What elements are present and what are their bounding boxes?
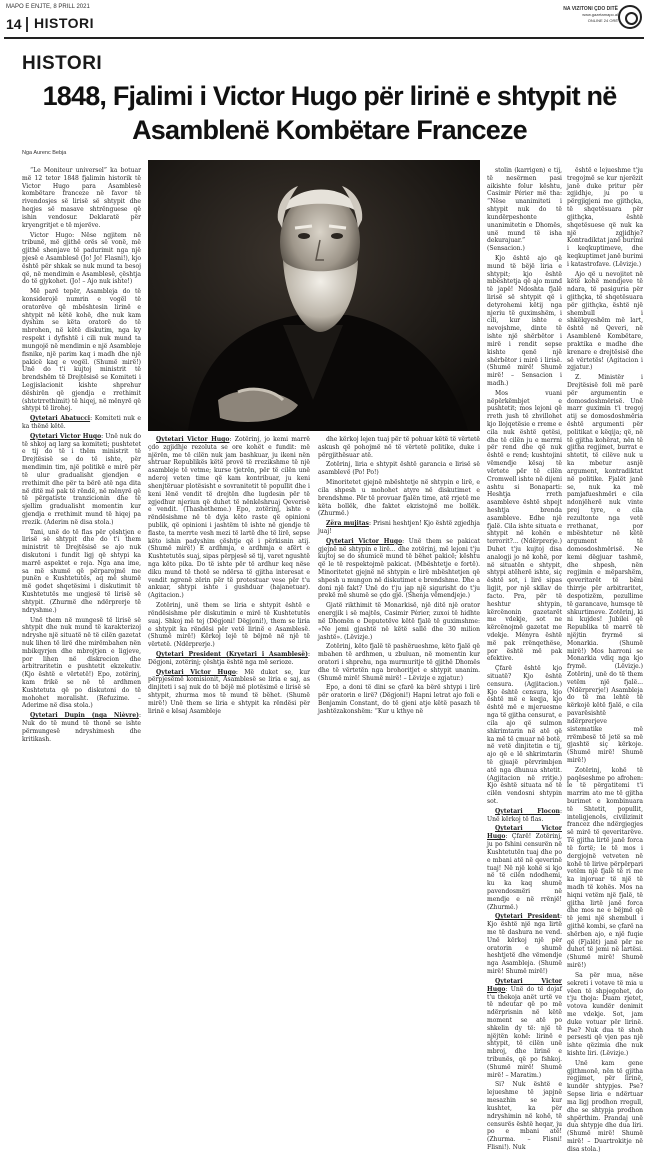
paragraph: Qytetari Victor Hugo: Zotërinj, jo kemi marrë çdo zgjidhje rezoluta se ore kohët e fundit: më njërën, me të cilën nuk jam bashkuar, ju ikeni nën shtruar Republikës këtë provë të rrezikshme të një asambleje të vetme; kurse tjetrën, për të cilën unë nderoj veten time që kam kontribuar, ju keni shenjtëruar plotësisht e sovranitetit të popullit dhe i keni lënë vendit të drejtën dhe lugdesin për të zgjedhur njeriun që duhet të nënkëshruaj Qeverisë e vendit. (Thashetheme.) Epo, zotërinj, ishte e rëndësishme në të dyja këto raste që opinioni publik, që opinioni i jashtëm të ishte në gjendje të flaste, ta merrte vesh mezi të lartë dhe të lirë, sepse këto ishin padyshim çështje që i përkisnin atij. (Shumë mirë!) E ardhmja, e ardhmja e afërt e Kushtetutës suaj, sipas përpjesë së tij, varet ngushtë nga këto pika. Do të ishte për të ardhur keq nëse diku mund të thotë se ndërsa të gjitha interesat e vendit ngrenë zërin për të protestuar vese për t'u ankuar, shtypi ishte i gushduar (hajanetuar). (Agitacion.): [148, 436, 311, 600]
paragraph: Zëra mujitas: Prisni heshtjen! Kjo është zgjedhja juaj!: [318, 520, 480, 535]
paragraph: Mos vuani nëpërkëmbjet e pushtetit; mos lejoni që rreth jush të zhvillohet kjo llojqetësie e rreme e cila nuk është qetësi, dhe të cilën ju e merrni për rend dhe që nuk është e rend; kushtojini vëmendje kësaj të vërtete për të cilën Cromwell ishte në dijeni ashtu si Bonaparti: Heshtja rreth asambleve është shpejt heshtja brenda asambleve. Edhe një fjalë. Cila ishte situata e shtypit në kohën e terrorit?... (Ndërprerje.) Duhet t'ju kujtoj disa analogji jo në kohë, por në situatën e shtypit, shtypi atëherë ishte, siç është sot, i lirë sipas ligjit, por një skllav de facto. Pra, për të heshtur shtypin, kërcënonin gazetarët me vdekje, sot ne kërcënojmë gazetat me vdekje. Ményra është më pak rrënqethëse, por është më pak efektive.: [487, 389, 562, 663]
paragraph: Qytetari President: Kjo është një nga lirtë me të dashura ne vend. Unë kërkoj një për oratorin e shumë heshtjetë dhe vëmendje nga Asambleja. (Shumë mirë! Shumë mirë!): [487, 913, 562, 976]
paragraph: dhe kërkoj lejen tuaj për të pohuar këtë të vërtetë askush që pohojmë në të vërtetë politike, duke i përgjithësuar atë.: [318, 436, 480, 459]
speaker-name: Qytetari Victor Hugo: [326, 537, 403, 545]
paragraph: Zotërinj, unë them se liria e shtypit është e rëndësishme për diskutimin e mirë të Kushtetutës suaj. Shkoj më tej (Dëgjoni! Dëgjoni!), them se liria e shtypit ka rëndësi për vetë lirinë e Asamblesë. (Shumë mirë!) Kërkoj lejë të bëjmë në një të vërtetë. (Ndërprerje.): [148, 602, 310, 649]
paragraph: Epo, a doni të dini se çfarë ka bërë shtypi i lirë për oratorin e lirë? (Dëgjoni!) Hapni letrat ajo foli e Benjamin Constant, do të gjeni atje këtë pasazh të jashtëzakonshëm: “Kur u kthye në: [318, 684, 480, 715]
speaker-name: Qytetari Victor Hugo: [156, 668, 236, 676]
masthead-extra: ONLINE 24 ORË: [587, 18, 618, 23]
speaker-name: Qytetari Flocon: [495, 807, 560, 815]
masthead: [538, 6, 618, 24]
header-rule: [4, 37, 644, 39]
paragraph: Unë kam gene gjithmonë, nën të gjitha regjimet, për lirinë, kundër shtypjes. Pse? Sepse liria e ndërtuar ma ligj prodhon rregull, dhe se shtypja prodhon shpërthim. Prandaj unë dua shtypje dhe dua liri. (Shumë mirë! Shumë mirë! – Duartrokitje në disa stola.): [567, 1059, 643, 1153]
speaker-name: Qytetari Victor Hugo: [487, 825, 562, 841]
speaker-name: Qytetari President: [495, 913, 560, 921]
paragraph: Minoritetet gjejnë mbështetje në shtypin e lirë, e cila shpesh u mohohet atyre në diskutimet e brendshme. Për të provuar fjalën time, atë rrjetë me këta bollëk, dhe faktet ekzistojnë me bollëk. (Zhurmë.): [318, 479, 480, 518]
article-headline: 1848, Fjalimi i Victor Hugo për lirinë e shtypit në Asamblenë Kombëtare Franceze: [42, 81, 617, 145]
masthead-name: NA VIZITONI ÇDO DITË: [563, 6, 618, 12]
portrait-photo: [148, 160, 480, 431]
article-column-4-visible: [487, 167, 562, 1151]
paragraph: Çfarë është kjo situatë? Kjo është censura. (Agjitacion.) Kjo është censura, kjo është më e keqja, kjo është më e mjeruesme nga të gjitha censurat, e cila ajo që sulmon shkrimtarin në atë që ka më të çmuar në botë, në vetë dinjitetin e tij, ajo që e lë shkrimtarin të gjuajë përvrimbjen atë nga dhunua shtetit. (Agjitacion në rritje.) Kjo është situata në të cilën vendosni shtypin sot.: [487, 665, 562, 805]
paragraph: Qytetari Flocon: Unë kërkoj të flas.: [487, 807, 562, 823]
speaker-name: Zëra mujitas: [326, 520, 369, 528]
paragraph: Zotërinj, kohë të paqëseshme po afrohen: le të përgatitemi t'i marrim ato me të gjitha burimet e kombinuara të Shtetit, popullit, inteligjencës, civilizimit francez dhe ndërgjegjes së mirë të qeveritarëve. Të gjitha lirtë janë forca të fortë; le të mos i dergjojnë vetveten në kohë të lirive përpërpari vetëm një fjalë të ri me ka injoruar të një të madh të kohës. Mos na hiqni vetëm një fjalë, të gjitha lirtë janë forca dhe mos ne e bëjmë që të jemi një shembull i gjithë kombi, se çfarë na shërben ajo, e një fuqie që (Fjalët) janë për ne duhet të jemi në lartësi. (Shumë mirë! Shumë mirë!): [567, 766, 643, 970]
paragraph: Unë them në mungesë të lirisë së shtypit dhe nuk mund të karakterizoj ndryshe një situatë në të cilën gazetat nuk lihen të lirë dhe mirëmbahen nën mbikqyrjen dhe mbrojtjen e ligjeve, por lihen në diskrecion dhe arbitraritetin e pushtetit ekzekutiv. (Kjo është e vërtetë!) Epo, zotërinj, kam frikë se në të ardhmen Kushtetuta që po diskutoni do të mohohet moralisht. (Refuzime. – Aderime në disa stola.): [22, 616, 141, 710]
page-header: [0, 0, 648, 34]
paragraph: stolin (karrigen) e tij, të nesërmen pasi aikishte folur kështu, Casimir Périer më tha: “Nëse unanimiteti i shtypit nuk do të kundërpeshonte unanimitetin e Dhomës, unë mund të isha dekurajuar.” (Sensacion.): [487, 167, 562, 253]
article-column-3: [318, 436, 480, 860]
paragraph: është e lejueshme t'ju tregojmë se kur njerëzit janë duke pritur për zgjidhje, ju po u përgjigjeni me gjithçka, të shqetësuara për gjithçka, është shqetësuese që nuk ka një zgjidhje? Kontradiktat janë burimi i keqkuptimeve, dhe keqkuptimet janë burimi i katastrofave. (Lëvizje.): [567, 167, 643, 268]
portrait-image: [148, 160, 480, 431]
paragraph: Qytetari Victor Hugo: Çfarë! Zotërinj, ju po fshini censurën në Kushtetutën tuaj dhe po e mbani atë në qeverinë tuaj! Në një kohë si kjo në të cilën ndodhemi, ku ka kaq shumë pavendosmëri në mendje e në rrënjë! (Zhurmë.): [487, 825, 562, 911]
speaker-name: Qytetari Abatucci: [30, 415, 91, 423]
speaker-name: Qytetari Victor Hugo: [30, 432, 102, 440]
paragraph: Sa për mua, nëse sekreti i votave të mia u vëen të shpjegohet, do t'ju thoja: Duam rjetet, votova kundër denimit me vdekje. Sot, jam duke votuar për lirinë. Pse? Nuk dua të shoh persesti që vjen pas një ishte qëzimia dhe nuk kishte liri. (Lëvizje.): [567, 971, 643, 1057]
paragraph: Më parë tepër, Asambleja do të konsiderojë numrin e vogël të oratorëve që mbështesin lirinë e shtypit në këtë kohë, dhe nuk kam dyshim se këta oratorë do të mbrohen, në këtë diskutim, nga ky respekt i dyfishtë i cili nuk mund ta mungojë në mendimin e një Asambleje fisnike, një parim kaq i madh dhe një pakicë kaq e vogël. (Shumë mirë!) Unë do t'i kujtoj ministrit të brendshëm të Drejtësisë se Komiteti i Legjislacionit kishte shprehur dëshirën që gjendja e rrethimit (shtetrrethimit) të hiqej, në mënyrë që shtypi të lirohej.: [22, 288, 141, 413]
section-label: HISTORI: [34, 15, 95, 31]
paragraph: Gjatë rikthimit të Monarkisë, një ditë një orator energjik i së majtës, Casimir Périer, zuxoi të hidhte në Dhomën e Deputetëve këtë fjalë të guximshme: «Ne jemi gjashtë në këtë sallë dhe 30 milion jashtë». (Lëvizje.): [318, 602, 480, 641]
paragraph: Qytetari Victor Hugo: Unë nuk do të shkoj aq larg sa komiteti; pushtetet e tij do të i thëm ministrit të Drejtësisë se do të ishte, për mendimin tim, një politikë e mirë për të ulur gradualisht gjendjen e rrethimit dhe për ta bërë atë nga dita në ditë më pak të rëndë, në mënyrë që të përgatiste tranzicionin dhe të sjellim gradualisht momentin kur gjendja e rrethimit mund të hiqej pa rrezik. (Aderim në disa stola.): [22, 432, 141, 526]
paragraph: Kjo është ajo që mund të bëjë liria e shtypit; kjo është mbështetja që ajo mund të japë! Ndoshta fjalë lirisë së shtypit që i detyrohemi këtij nga njeriu të guximshëm, i cili, kur ishte e nevojshme, dinte të ishte një shërbëtor i mirë i rendit sepse kishte qenë një shërbëtor i mirë i lirisë. (Shumë mirë! Shumë mirë! – Sensacion i madh.): [487, 254, 562, 387]
speaker-name: Qytetari Dupin (nga Nièvre): [30, 712, 139, 720]
paragraph: Qytetari Victor Hugo: Unë do të dojaf t'u thekoja anët urtë ve të ndeutar që po më ndërprisnin në këtë moment se atë po shkelin dy të: një të njëjtën kohë: lirinë e shtypit, të cilën unë mbroj, dhe lirinë e tribunës, që po fshkoj. (Shumë mirë! Shumë mirë! – Maratim.): [487, 977, 562, 1079]
paragraph: Qytetari Victor Hugo: Më duket se, kur përpjesëmë komisionit, Asamblesë se liria e saj, as dinjiteti i saj nuk do të bëjë më plotësimë e lirisë së shtypit, zhurma mos të mund të bëhet. (Shumë mirë!) Unë them se liria e shtypit ka rëndësi për lirinë e kësaj Asambleje: [148, 668, 310, 715]
paragraph: Ajo që u nevojitet në këtë kohë mendjeve të ndara, të pasiguria për gjithçka, të shqetësuara për gjithçka, është një shembull i shkëlqyeshëm më lart, është në Qeveri, në Asamblenë Kombëtare, praktika e madhe dhe krenare e drejtësisë dhe së vërtetës! (Agitacion i zgjatur.): [567, 270, 643, 372]
paragraph: Zotërinj, këto fjalë të pashërueshme, këto fjalë që mbahen të ardhmen, u zbuluan, në momentin kur oratori i shprehu, nga murmuritje të gjithë Dhomës dhe të vërtetën nga brohoritjet e shtypit unanim. (Shumë mirë! Shumë mirë! – Lëvizje e zgjatur.): [318, 643, 480, 682]
article-column-2: [148, 436, 310, 860]
paragraph: Qytetari Dupin (nga Nièvre): Nuk do të mund të thonë se ishte përmungesë ndryshimesh dhe kritikash.: [22, 712, 141, 743]
paragraph: Si? Nuk është e lejueshme të japjnë mesazhin se kur kushtet, ka për ndryshimin në kohë, të censurës është heqar, ju po e mbani atë! (Zhurma. – Flisni! Flisni!). Nuk: [487, 1081, 562, 1151]
paragraph: Zotërinj, liria e shtypit është garancia e lirisë së asamblevë (Po! Po!): [318, 461, 480, 477]
article-column-5: [567, 167, 643, 1153]
paragraph: Z. Ministër i Drejtësisë foli më parë për argumentin e domosdoshmërisë. Unë marr guximin t'i tregoj atij se domosdoshmëria është argumenti për politikat e këqija; që, në të gjitha kohërat, nën të gjitha regjimet, burrat e shtetit, të cilëve nuk u ka mbetur asnjë argument, kontradiktat në politike. Fjalët janë se, nuk ka më pamjafueshmëri e cila ndonjëherë nuk vinte prej tyre, e cila rezultonte nga vetë rrethanat, por mbështetur në këtë argument të domosdoshmërisë. Ne kemi dëgjuar tashmë, dhe shpesh, nën regjimin e mëparshëm, qeveritarët të bëni thirrje për arbitraritet, despotizëm, pezullime të garancave, humsqe të shkurtimeve. Zotërinj, ki ni kujdes! Jubilei që Republika të marrë të njëjtin fryrmë si Monarkia. (Shumë mirë!) Mos harroni se Monarkia vdiq nga kjo frymë. (Lëvizje.) Zotërinj, unë do të them vetëm një fjalë... (Ndërprerje!) Asambleja do të ma lehtë të kërkojë këtë fjalë, e cila pavarësishtë ndërprerjeve sistematike më rrëmbesë të jetë sa më gjashtë siç kërkoje. (Shumë mirë! Shumë mirë!): [567, 374, 643, 764]
paragraph: Tani, unë do të flas për çështjen e lirisë së shtypit dhe do t'i them ministrit të Drejtësisë se ajo nuk diskutoni i fundit ligj që shtypi ka marrë aspektet e reja. Nga ana ime, sa më shumë që përparojmë me punën e Kushtetutës, aq më shumë më godet shqetësimi i diskutimit të Kushtetutës me ungjesë të lirisë së shtypit. (Zhurmë dhe ndërprerje të ndryshme.): [22, 528, 141, 614]
masthead-url: www.gazetamapo.al: [582, 12, 618, 17]
newspaper-logo-icon: [618, 5, 642, 29]
paragraph: “Le Moniteur universel” ka botuar më 12 tetor 1848 fjalimin historik të Victor Hugo para Asamblesë kombëtare franceze në favor të rivendosjes së lirisë së shtypit dhe heqjes së masave shtrënguese që ishin vendosur. Deklaratë për kryengritjet e të mjerëve.: [22, 167, 141, 229]
paragraph: Victor Hugo: Nëse ngjitem në tribunë, më gjithë orës së vonë, më gjithë shenjave të padurimit nga një pjesë e Asamblesë (Jo! Jo! Flasni!), kjo është për shkak se nuk mund ta besoj që, në mendimin e Asamblesë, çështja do të gjykohet. (Jo! – Ajo nuk ishte!): [22, 231, 141, 286]
speaker-name: Qytetari Victor Hugo: [487, 977, 562, 993]
article-column-1: [22, 167, 141, 860]
header-divider: [26, 17, 28, 32]
article-byline: Nga Aurenc Bebja: [22, 150, 67, 156]
paragraph: Qytetari Victor Hugo: Unë them se pakicat gjejnë në shtypin e lirë... dhe zotërinj, më lejoni t'ju kujtoj se do shumicë mund të bëhet pakicë; kështu që le të respektojmë pakicat. (Mbështetje e fortë). Minoritetet gjejnë në shtypin e lirë mbështetjen që shpesh u mungon në diskutimet e brendshme. Dhe a doni një fakt? Unë do t'ju jap një sigurisht do t'ju prekë më shumë se çdo gjë. (Shenja vëmendjeje.): [318, 537, 481, 600]
speaker-name: Qytetari Victor Hugo: [156, 436, 230, 443]
paragraph: Qytetari Abatucci: Komiteti nuk e ka thënë këtë.: [22, 415, 141, 430]
paragraph: Qytetari President (Kryetari i Asamblesë): Dëgjoni, zotërinj; çështja është nga më serioze.: [148, 650, 310, 666]
page-number: 14: [6, 16, 22, 32]
article-kicker: HISTORI: [22, 53, 103, 74]
speaker-name: Qytetari President (Kryetari i Asamblesë): [156, 650, 308, 658]
header-date: MAPO E ENJTE, 8 PRILL 2021: [6, 4, 90, 10]
